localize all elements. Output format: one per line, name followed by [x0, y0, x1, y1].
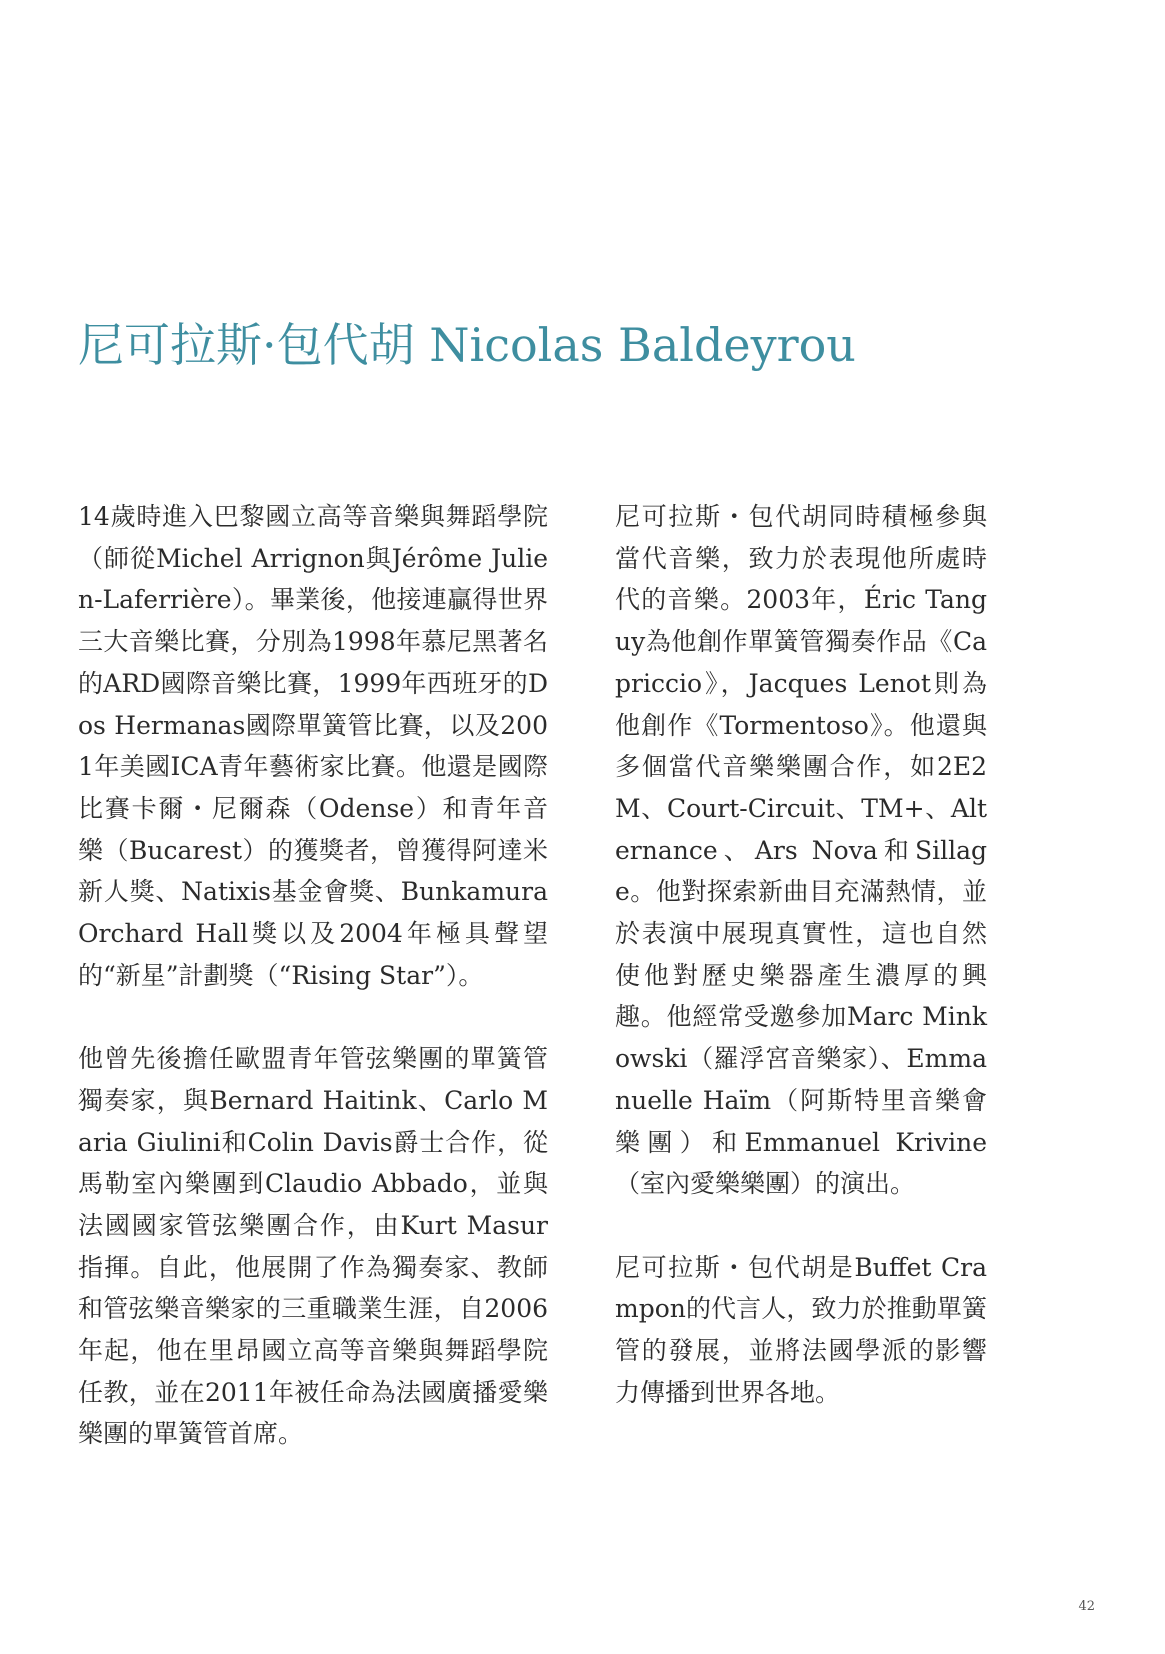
bio-paragraph-career: 他曾先後擔任歐盟青年管弦樂團的單簧管獨奏家，與Bernard Haitink、Carlo Maria Giulini和Colin Davis爵士合作，從馬勒室內樂團到Claudio Abbado，並與法國國家管弦樂團合作，由Kurt Masur指揮。自此，他展開了作為獨奏家、教師和管弦樂音樂家的三重職業生涯，自2006年起，他在里昂國立高等音樂與舞蹈學院任教，並在2011年被任命為法國廣播愛樂樂團的單簧管首席。: [78, 1044, 548, 1449]
page-title: 尼可拉斯·包代胡 Nicolas Baldeyrou: [78, 318, 856, 372]
right-column: [615, 496, 987, 1455]
bio-paragraph-ambassador: 尼可拉斯・包代胡是Buffet Crampon的代言人，致力於推動單簧管的發展，並將法國學派的影響力傳播到世界各地。: [615, 1252, 987, 1407]
left-column: [78, 496, 548, 1497]
bio-paragraph-contemporary: 尼可拉斯・包代胡同時積極參與當代音樂，致力於表現他所處時代的音樂。2003年，Éric Tanguy為他創作單簧管獨奏作品《Capriccio》，Jacques Lenot則為他創作《Tormentoso》。他還與多個當代音樂樂團合作，如2E2M、Court-Circuit、TM+、Alternance、Ars Nova和Sillage。他對探索新曲目充滿熱情，並於表演中展現真實性，這也自然使他對歷史樂器產生濃厚的興趣。他經常受邀參加Marc Minkowski（羅浮宮音樂家）、Emmanuelle Haïm（阿斯特里音樂會樂團）和Emmanuel Krivine（室內愛樂樂團）的演出。: [615, 502, 987, 1199]
page-number: 42: [1078, 1599, 1095, 1614]
bio-paragraph-education: 14歲時進入巴黎國立高等音樂與舞蹈學院（師從Michel Arrignon與Jérôme Julien-Laferrière）。畢業後，他接連贏得世界三大音樂比賽，分別為1998年慕尼黑著名的ARD國際音樂比賽，1999年西班牙的Dos Hermanas國際單簧管比賽，以及2001年美國ICA青年藝術家比賽。他還是國際比賽卡爾・尼爾森（Odense）和青年音樂（Bucarest）的獲獎者，曾獲得阿達米新人獎、Natixis基金會獎、Bunkamura Orchard Hall獎以及2004年極具聲望的“新星”計劃獎（“Rising Star”）。: [78, 502, 548, 990]
